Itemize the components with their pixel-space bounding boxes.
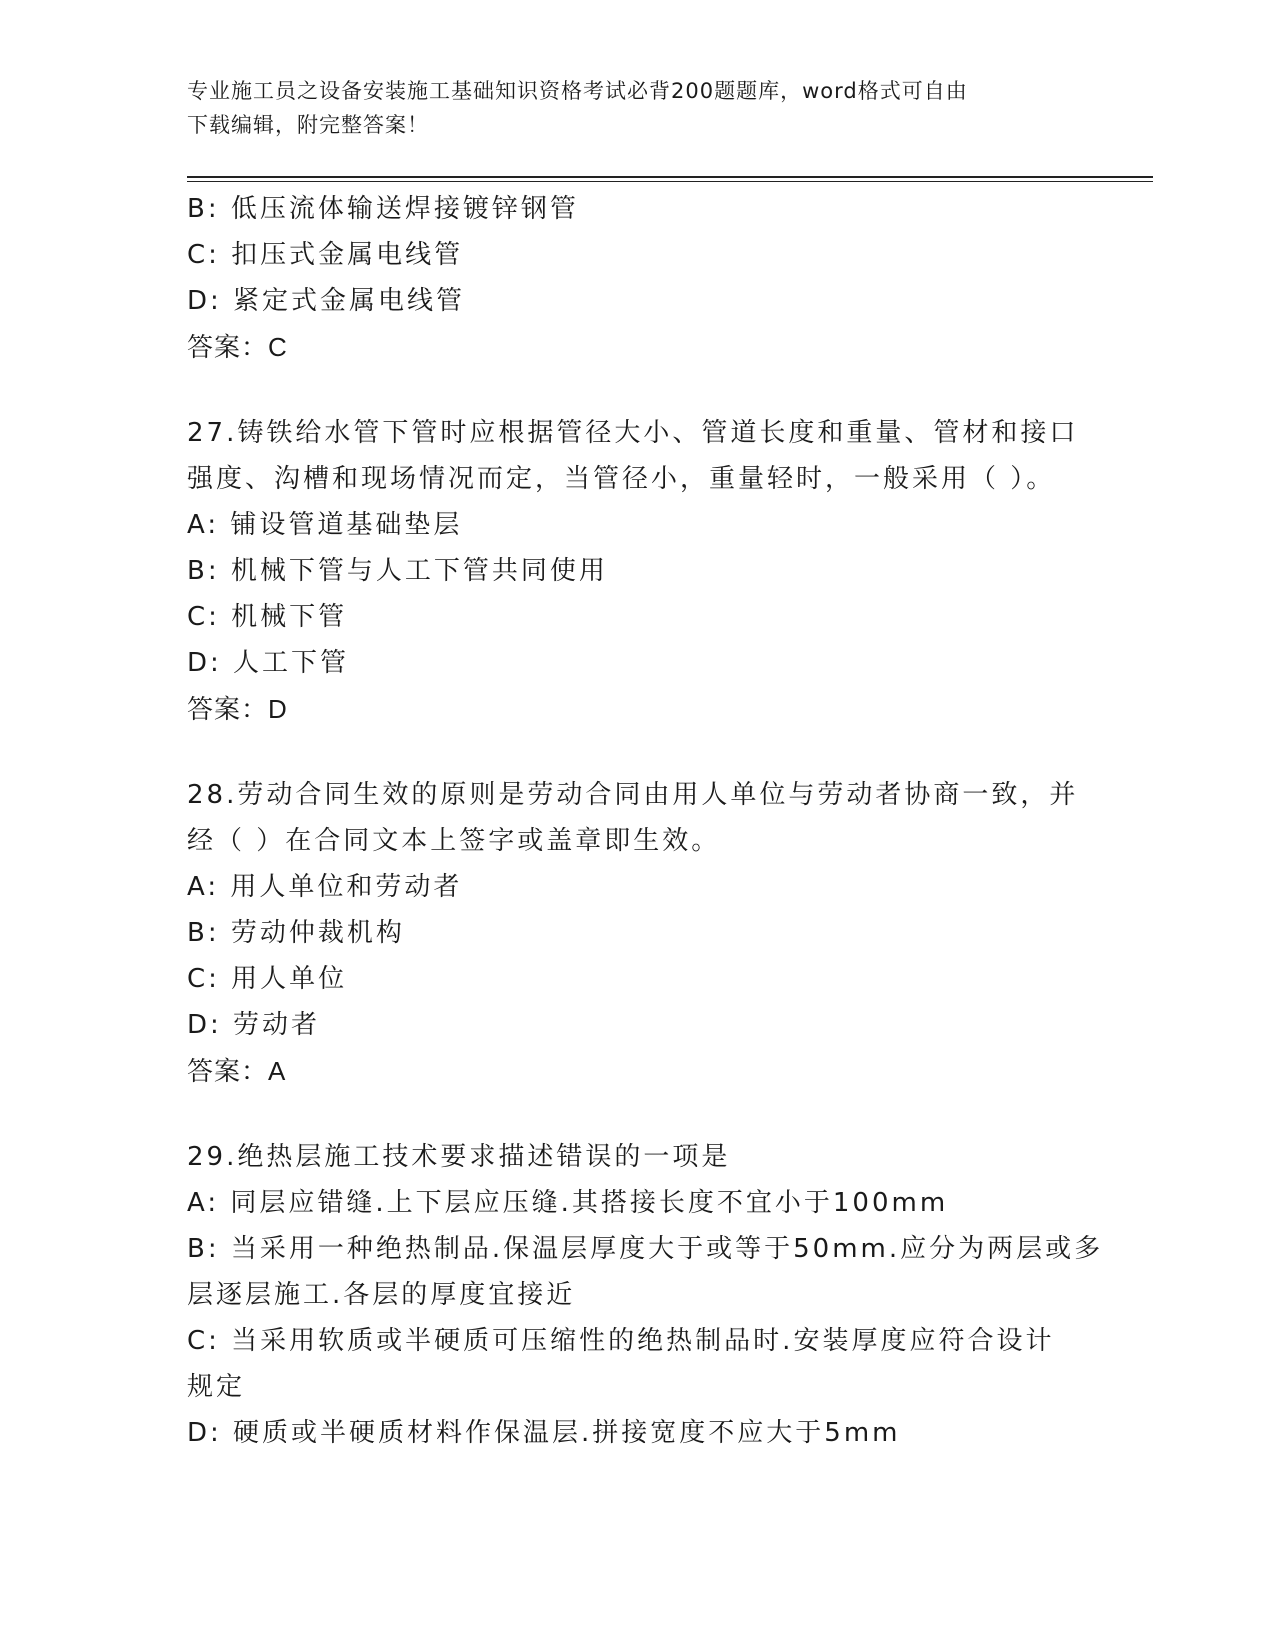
question-29-stem: 29.绝热层施工技术要求描述错误的一项是 xyxy=(187,1142,731,1172)
question-28-option-d: D: 劳动者 xyxy=(187,1010,321,1040)
question-27-stem-line-1: 27.铸铁给水管下管时应根据管径大小、管道长度和重量、管材和接口 xyxy=(187,418,1079,448)
question-29-option-c-line-1: C: 当采用软质或半硬质可压缩性的绝热制品时.安装厚度应符合设计 xyxy=(187,1326,1055,1356)
question-26-tail xyxy=(187,186,1087,370)
question-26-option-c: C: 扣压式金属电线管 xyxy=(187,240,464,270)
question-28-option-a: A: 用人单位和劳动者 xyxy=(187,872,463,902)
document-body xyxy=(187,186,1104,1456)
question-29-option-a: A: 同层应错缝.上下层应压缝.其搭接长度不宜小于100mm xyxy=(187,1188,949,1218)
question-26-option-b: B: 低压流体输送焊接镀锌钢管 xyxy=(187,194,579,224)
question-27-option-b: B: 机械下管与人工下管共同使用 xyxy=(187,556,608,586)
question-27-stem-line-2: 强度、沟槽和现场情况而定，当管径小，重量轻时，一般采用（ ）。 xyxy=(187,464,1056,494)
header-title-line-1: 专业施工员之设备安装施工基础知识资格考试必背200题题库，word格式可自由 xyxy=(187,79,968,103)
question-28-option-c: C: 用人单位 xyxy=(187,964,348,994)
question-29-option-d: D: 硬质或半硬质材料作保温层.拼接宽度不应大于5mm xyxy=(187,1418,901,1448)
question-28-stem-line-1: 28.劳动合同生效的原则是劳动合同由用人单位与劳动者协商一致，并 xyxy=(187,780,1079,810)
question-28 xyxy=(187,772,1087,1094)
question-28-option-b: B: 劳动仲裁机构 xyxy=(187,918,405,948)
question-29 xyxy=(187,1134,1104,1456)
question-28-stem-line-2: 经（ ）在合同文本上签字或盖章即生效。 xyxy=(187,826,721,856)
question-29-option-c-line-2: 规定 xyxy=(187,1372,246,1402)
question-26-answer: 答案：C xyxy=(187,332,288,362)
header-rule-thin xyxy=(187,181,1153,182)
question-27 xyxy=(187,410,1087,732)
question-27-answer: 答案：D xyxy=(187,694,288,724)
question-27-option-a: A: 铺设管道基础垫层 xyxy=(187,510,463,540)
question-29-option-b-line-1: B: 当采用一种绝热制品.保温层厚度大于或等于50mm.应分为两层或多 xyxy=(187,1234,1104,1264)
question-27-option-c: C: 机械下管 xyxy=(187,602,348,632)
header-title-line-2: 下载编辑，附完整答案！ xyxy=(187,113,429,137)
question-28-answer: 答案：A xyxy=(187,1056,287,1086)
question-29-option-b-line-2: 层逐层施工.各层的厚度宜接近 xyxy=(187,1280,576,1310)
question-26-option-d: D: 紧定式金属电线管 xyxy=(187,286,466,316)
document-header xyxy=(187,74,1087,142)
header-rule-thick xyxy=(187,176,1153,178)
question-27-option-d: D: 人工下管 xyxy=(187,648,350,678)
